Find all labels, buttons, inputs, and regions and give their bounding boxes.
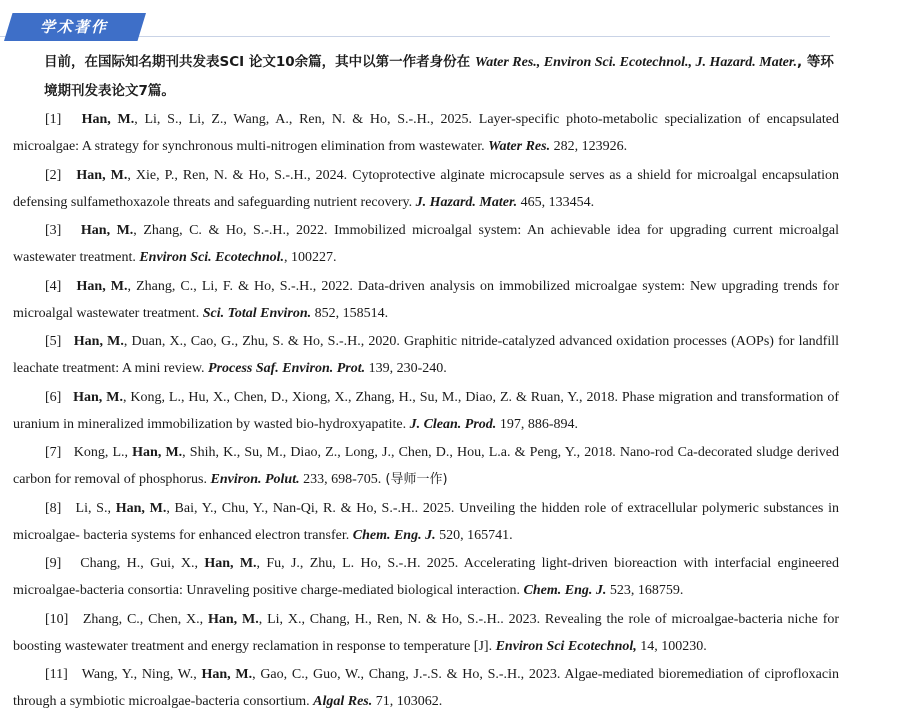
reference-volume-pages: 197, 886-894. bbox=[496, 416, 578, 432]
reference-volume-pages: 852, 158514. bbox=[311, 305, 389, 321]
reference-journal: Water Res. bbox=[488, 139, 551, 154]
reference-number: [2] bbox=[45, 167, 62, 183]
reference-number: [3] bbox=[45, 223, 62, 238]
reference-volume-pages: , 100227. bbox=[284, 250, 337, 265]
reference-highlight-author: Han, M. bbox=[76, 278, 128, 294]
reference-volume-pages: 282, 123926. bbox=[550, 139, 628, 154]
reference-highlight-author: Han, M. bbox=[115, 500, 167, 516]
intro-journals: Water Res., Environ Sci. Ecotechnol., J. Hazard. Mater. bbox=[474, 55, 798, 70]
reference-journal: Environ Sci Ecotechnol, bbox=[495, 638, 637, 654]
reference-coauthors-before: Kong, L., bbox=[73, 445, 133, 460]
reference-item bbox=[13, 106, 839, 160]
reference-body: , Kong, L., Hu, X., Chen, D., Xiong, X., Zhang, H., Su, M., Diao, Z. & Ruan, Y., 2018. Phase migration and transformation of uranium in mineralized immobilization by wasted bio-hydroxyapatite. bbox=[13, 389, 840, 432]
reference-coauthors-before: Chang, H., Gui, X., bbox=[80, 556, 205, 571]
reference-journal: Algal Res. bbox=[313, 694, 373, 709]
reference-body: , Li, S., Li, Z., Wang, A., Ren, N. & Ho, S.-.H., 2025. Layer-specific photo-metabolic specialization of encapsulated microalgae: A strategy for synchronous multi-nitrogen elimination from wastewater. bbox=[13, 112, 839, 154]
reference-journal: Process Saf. Environ. Prot. bbox=[208, 361, 366, 376]
reference-item bbox=[13, 439, 839, 493]
reference-item bbox=[13, 384, 839, 438]
reference-journal: Environ Sci. Ecotechnol. bbox=[139, 250, 285, 265]
reference-highlight-author: Han, M. bbox=[73, 389, 123, 405]
reference-body: , Bai, Y., Chu, Y., Nan-Qi, R. & Ho, S.-.H.. 2025. Unveiling the hidden role of extracellular polymeric substances in microalgae- bacteria systems for enhanced electron transfer. bbox=[13, 500, 840, 543]
reference-number: [10] bbox=[45, 611, 69, 627]
reference-number: [11] bbox=[45, 667, 68, 682]
reference-item bbox=[13, 606, 839, 660]
reference-item bbox=[13, 550, 839, 604]
reference-note: (导师一作) bbox=[381, 472, 448, 487]
reference-body: , Duan, X., Cao, G., Zhu, S. & Ho, S.-.H., 2020. Graphitic nitride-catalyzed advanced oxidation processes (AOPs) for landfill leachate treatment: A mini review. bbox=[13, 334, 839, 376]
reference-journal: Chem. Eng. J. bbox=[352, 527, 436, 543]
intro-text-2: , 等环境期刊发表论文7篇。 bbox=[44, 54, 834, 99]
reference-journal: Sci. Total Environ. bbox=[202, 305, 312, 321]
reference-highlight-author: Han, M. bbox=[208, 611, 259, 627]
reference-item bbox=[13, 328, 839, 382]
section-header bbox=[0, 6, 830, 37]
reference-item bbox=[13, 162, 839, 216]
reference-volume-pages: 139, 230-240. bbox=[365, 361, 447, 376]
reference-item bbox=[13, 273, 839, 327]
reference-body: , Gao, C., Guo, W., Chang, J.-.S. & Ho, S.-.H., 2023. Algae-mediated bioremediation of ciprofloxacin through a symbiotic microalgae-bacteria consortium. bbox=[13, 667, 839, 709]
reference-highlight-author: Han, M. bbox=[132, 445, 183, 460]
reference-number: [1] bbox=[45, 112, 62, 127]
reference-list bbox=[13, 106, 839, 717]
reference-journal: J. Hazard. Mater. bbox=[415, 194, 518, 210]
reference-volume-pages: 465, 133454. bbox=[517, 194, 595, 210]
reference-body: , Li, X., Chang, H., Ren, N. & Ho, S.-.H.. 2023. Revealing the role of microalgae-bacteria niche for boosting wastewater treatment and energy reclamation in response to temperature [J]. bbox=[13, 611, 840, 654]
reference-item bbox=[13, 661, 839, 715]
reference-volume-pages: 520, 165741. bbox=[435, 527, 513, 543]
reference-body: , Shih, K., Su, M., Diao, Z., Long, J., Chen, D., Hou, L.a. & Peng, Y., 2018. Nano-rod Ca-decorated sludge derived carbon for removal of phosphorus. bbox=[13, 445, 840, 487]
reference-coauthors-before: Wang, Y., Ning, W., bbox=[81, 667, 202, 682]
reference-journal: J. Clean. Prod. bbox=[409, 416, 497, 432]
intro-text-1: 目前，在国际知名期刊共发表SCI 论文10余篇，其中以第一作者身份在 bbox=[44, 54, 475, 70]
reference-body: , Zhang, C. & Ho, S.-.H., 2022. Immobilized microalgal system: An achievable idea for upgrading current microalgal wastewater treatment. bbox=[13, 223, 839, 265]
reference-number: [4] bbox=[45, 278, 62, 294]
reference-item bbox=[13, 217, 839, 271]
reference-highlight-author: Han, M. bbox=[201, 667, 253, 682]
reference-coauthors-before: Zhang, C., Chen, X., bbox=[82, 611, 208, 627]
reference-highlight-author: Han, M. bbox=[76, 167, 128, 183]
reference-number: [8] bbox=[45, 500, 62, 516]
reference-number: [6] bbox=[45, 389, 62, 405]
reference-volume-pages: 71, 103062. bbox=[372, 694, 443, 709]
reference-body: , Xie, P., Ren, N. & Ho, S.-.H., 2024. Cytoprotective alginate microcapsule serves as a shield for microalgal encapsulation defensing sulfamethoxazole threats and safeguarding nutrient recovery. bbox=[13, 167, 840, 210]
reference-highlight-author: Han, M. bbox=[80, 223, 134, 238]
reference-body: , Zhang, C., Li, F. & Ho, S.-.H., 2022. Data-driven analysis on immobilized microalgae system: New upgrading trends for microalgal wastewater treatment. bbox=[13, 278, 840, 321]
reference-highlight-author: Han, M. bbox=[73, 334, 124, 349]
section-title: 学术著作 bbox=[40, 18, 109, 36]
reference-number: [7] bbox=[45, 445, 62, 460]
reference-number: [9] bbox=[45, 556, 62, 571]
reference-highlight-author: Han, M. bbox=[81, 112, 135, 127]
reference-highlight-author: Han, M. bbox=[204, 556, 257, 571]
reference-volume-pages: 14, 100230. bbox=[636, 638, 707, 654]
reference-journal: Environ. Polut. bbox=[210, 472, 300, 487]
reference-journal: Chem. Eng. J. bbox=[523, 583, 607, 598]
reference-volume-pages: 523, 168759. bbox=[606, 583, 684, 598]
reference-body: , Fu, J., Zhu, L. Ho, S.-.H. 2025. Accelerating light-driven bioreaction with interfacial engineered microalgae-bacteria consortia: Unraveling positive charge-mediated biological interaction. bbox=[13, 556, 840, 598]
reference-volume-pages: 233, 698-705. bbox=[299, 472, 382, 487]
reference-coauthors-before: Li, S., bbox=[75, 500, 116, 516]
reference-item bbox=[13, 495, 839, 549]
intro-paragraph bbox=[44, 48, 834, 105]
reference-number: [5] bbox=[45, 334, 62, 349]
